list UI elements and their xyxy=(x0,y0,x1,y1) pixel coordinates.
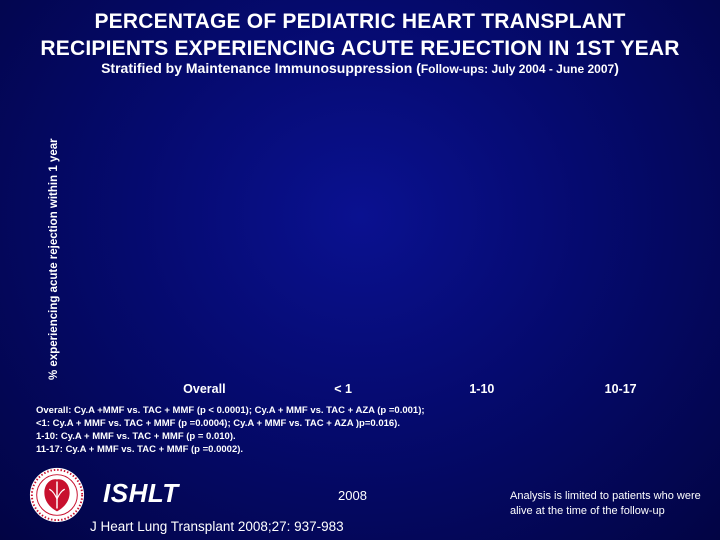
report-year: 2008 xyxy=(338,488,367,503)
journal-citation: J Heart Lung Transplant 2008;27: 937-983 xyxy=(90,519,344,534)
x-tick-label: < 1 xyxy=(334,382,352,396)
subtitle-followup: Follow-ups: July 2004 - June 2007 xyxy=(420,62,615,76)
footnote-line-11-17: 11-17: Cy.A + MMF vs. TAC + MMF (p =0.0002). xyxy=(36,444,244,455)
analysis-note: Analysis is limited to patients who were alive at the time of the follow-up xyxy=(510,490,701,517)
subtitle-main: Stratified by Maintenance Immunosuppression ( xyxy=(101,60,421,76)
x-tick-label: 1-10 xyxy=(469,382,495,396)
chart-title-line-1: PERCENTAGE OF PEDIATRIC HEART TRANSPLANT xyxy=(94,10,626,33)
x-tick-label: 10-17 xyxy=(604,382,637,396)
chart-title-line-2: RECIPIENTS EXPERIENCING ACUTE REJECTION IN 1ST YEAR xyxy=(40,37,680,60)
footnote-line-1-10: 1-10: Cy.A + MMF vs. TAC + MMF (p = 0.010). xyxy=(36,431,236,442)
footnote-line-under-1: <1: Cy.A + MMF vs. TAC + MMF (p =0.0004); Cy.A + MMF vs. TAC + AZA )p=0.016). xyxy=(36,418,400,429)
subtitle-end: ) xyxy=(614,60,619,76)
x-tick-label: Overall xyxy=(183,382,226,396)
y-axis-label: % experiencing acute rejection within 1 year xyxy=(48,138,60,380)
footnote-line-overall: Overall: Cy.A +MMF vs. TAC + MMF (p < 0.0001); Cy.A + MMF vs. TAC + AZA (p =0.001); xyxy=(36,405,425,416)
ishlt-logo-icon xyxy=(28,466,86,524)
statistics-footnote xyxy=(36,404,676,456)
ishlt-wordmark: ISHLT xyxy=(103,478,179,508)
